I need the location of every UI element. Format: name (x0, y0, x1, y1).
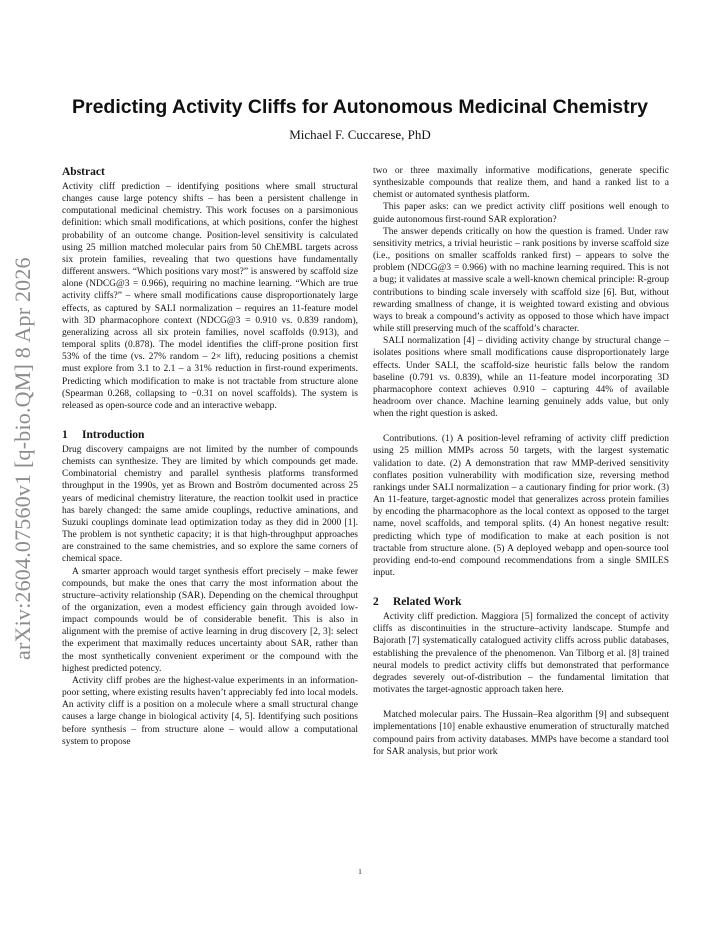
related-work-heading (373, 595, 669, 609)
abstract-text: Activity cliff prediction – identifying positions where small structural changes cause large potency shifts – has been a persistent challenge in computational medicinal chemistry. This work focuses on a parsimonious definition: which small modifications, at which positions, confer the highest probability of an outcome change. Position-level sensitivity is calculated using 25 million matched molecular pairs from 50 ChEMBL targets across six protein families, revealing that two questions have fundamentally different answers. “Which positions vary most?” is answered by scaffold size alone (NDCG@3 = 0.966), requiring no machine learning. “Which are true activity cliffs?” – where small modifications cause disproportionately large effects, as captured by SALI normalization – requires an 11-feature model with 3D pharmacophore context (NDCG@3 = 0.910 vs. 0.839 random), generalizing across all six protein families, novel scaffolds (0.913), and temporal splits (0.878). The model identifies the cliff-prone position first 53% of the time (vs. 27% random – 2× lift), reducing positions a chemist must explore from 3.1 to 2.1 – a 31% reduction in first-round experiments. Predicting which modification to make is not tractable from structure alone (Spearman 0.268, collapsing to −0.31 on novel scaffolds). The system is released as open-source code and an interactive webapp. (62, 182, 358, 411)
intro-paragraph-4: two or three maximally informative modifications, generate specific synthesizable compounds that realize them, and hand a ranked list to a chemist or automated synthesis platform. (373, 166, 669, 201)
intro-paragraph-1: Drug discovery campaigns are not limited by the number of compounds chemists can synthesize. They are limited by which compounds get made. Combinatorial chemistry and parallel synthesis platforms transformed throughput in the 1990s, yet as Brown and Boström documented across 25 years of medicinal chemistry literature, the reaction toolkit used in practice has barely changed: the same amide couplings, reductive aminations, and Suzuki couplings dominate lead optimization today as they did in 2000 [1]. The problem is not synthetic capacity; it is that high-throughput approaches are constrained to the same chemistries, and so explore the same corners of chemical space. (62, 444, 358, 565)
intro-paragraph-2: A smarter approach would target synthesis effort precisely – make fewer compounds, but make the ones that carry the most information about the structure–activity relationship (SAR). Depending on the chemical throughput of the organization, even a modest efficiency gain through avoided low-impact compounds would be of considerable benefit. This is also in alignment with the premise of active learning in drug discovery [2, 3]: select the experiment that maximally reduces uncertainty about SAR, rather than the most synthetically convenient experiment or the compound with the highest predicted potency. (62, 566, 358, 674)
intro-paragraph-5: This paper asks: can we predict activity cliff positions well enough to guide autonomous first-round SAR exploration? (373, 202, 669, 225)
contributions-paragraph: Contributions. (1) A position-level reframing of activity cliff prediction using 25 million MMPs across 50 targets, with the largest systematic validation to date. (2) A demonstration that raw MMP-derived sensitivity conflates position vulnerability with modification size, reversing method rankings under SALI normalization – a cautionary finding for prior work. (3) An 11-feature, target-agnostic model that generalizes across protein families by encoding the pharmacophore as the local context as opposed to the target name, novel scaffolds, and temporal splits. (4) An honest negative result: predicting which type of modification to make at each position is not tractable from structure alone. (5) A deployed webapp and open-source tool providing end-to-end compound recommendations from a single SMILES input. (373, 434, 669, 578)
right-column (373, 165, 669, 758)
related-work-paragraph-2: Matched molecular pairs. The Hussain–Rea algorithm [9] and subsequent implementations [10] enable exhaustive enumeration of structurally matched compound pairs from activity databases. MMPs have become a standard tool for SAR analysis, but prior work (373, 710, 669, 757)
section-title: Introduction (82, 428, 145, 441)
intro-paragraph-7: SALI normalization [4] – dividing activity change by structural change – isolates positions where small modifications cause disproportionately large effects. Under SALI, the scaffold-size heuristic falls below the random baseline (0.791 vs. 0.839), while an 11-feature model incorporating 3D pharmacophore context achieves 0.910 – capturing 44% of available headroom over chance. Machine learning genuinely adds value, but only when the right question is asked. (373, 336, 669, 420)
arxiv-identifier: arXiv:2604.07560v1 [q-bio.QM] 8 Apr 2026 (10, 257, 35, 660)
introduction-heading (62, 428, 358, 442)
section-number: 2 (373, 596, 379, 609)
intro-paragraph-3: Activity cliff probes are the highest-value experiments in an information-poor setting, where existing results haven’t appreciably fed into local models. An activity cliff is a position on a molecule where a small structural change causes a large change in biological activity [4, 5]. Identifying such positions before synthesis – from structure alone – would allow a computational system to propose (62, 675, 358, 747)
left-column (62, 165, 358, 748)
section-number: 1 (62, 428, 68, 441)
intro-paragraph-6: The answer depends critically on how the question is framed. Under raw sensitivity metrics, a trivial heuristic – rank positions by inverse scaffold size (i.e., positions on smaller scaffolds ranked first) – appears to solve the problem (NDCG@3 = 0.966) with no machine learning required. This is not a bug; it validates at massive scale a well-known chemical principle: R-group contributions to binding scale inversely with scaffold size [6]. But, without rewarding smallness of change, it is weighted toward existing and obvious ways to break a compound’s activity as opposed to those which have impact while still preserving much of the scaffold’s character. (373, 226, 669, 335)
related-work-paragraph-1: Activity cliff prediction. Maggiora [5] formalized the concept of activity cliffs as discontinuities in the structure–activity landscape. Stumpfe and Bajorath [7] systematically catalogued activity cliffs across public databases, establishing the prevalence of the phenomenon. Van Tilborg et al. [8] trained neural models to predict activity cliffs but demonstrated that performance degrades severely out-of-distribution – the fundamental limitation that motivates the target-agnostic approach taken here. (373, 612, 669, 696)
page-number: 1 (358, 867, 362, 876)
paper-title: Predicting Activity Cliffs for Autonomous Medicinal Chemistry (71, 96, 649, 118)
paper-author: Michael F. Cuccarese, PhD (289, 127, 431, 142)
section-title: Related Work (393, 596, 462, 609)
abstract-heading: Abstract (62, 166, 105, 178)
